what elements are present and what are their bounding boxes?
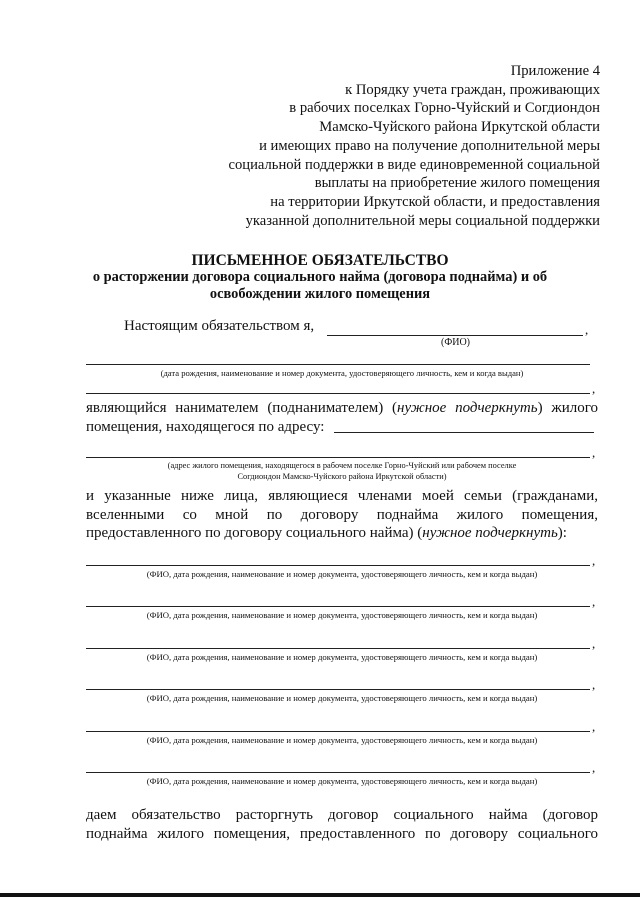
family-member-line[interactable] xyxy=(86,689,590,690)
tenant-text-end: ) жилого xyxy=(537,400,598,416)
comma: , xyxy=(592,719,596,734)
family-member-line[interactable] xyxy=(86,565,590,566)
family-member-caption: (ФИО, дата рождения, наименование и номер документа, удостоверяющего личность, кем и когда выдан) xyxy=(146,735,538,745)
family-paragraph xyxy=(86,487,598,543)
family-member-line[interactable] xyxy=(86,648,590,649)
emphasis-text: нужное подчеркнуть xyxy=(422,525,558,541)
address-caption-2: Согдиондон Мамско-Чуйского района Иркутской области) xyxy=(237,472,447,481)
fio-field-line[interactable] xyxy=(327,335,583,336)
family-line-3 xyxy=(86,524,598,543)
address-caption: (адрес жилого помещения, находящегося в рабочем поселке Горно-Чуйский или рабочем поселке xyxy=(167,461,517,470)
appendix-line: выплаты на приобретение жилого помещения xyxy=(314,175,600,192)
comma: , xyxy=(585,322,589,337)
address-field-line-2[interactable] xyxy=(86,457,590,458)
tenant-address-label: помещения, находящегося по адресу: xyxy=(86,418,325,435)
family-member-caption: (ФИО, дата рождения, наименование и номер документа, удостоверяющего личность, кем и когда выдан) xyxy=(146,776,538,786)
family-line-2: вселенными со мной по договору поднайма жилого помещения, xyxy=(86,506,598,523)
subtitle-line: освобождении жилого помещения xyxy=(209,286,431,302)
family-member-line[interactable] xyxy=(86,772,590,773)
comma: , xyxy=(592,677,596,692)
family-member-caption: (ФИО, дата рождения, наименование и номер документа, удостоверяющего личность, кем и когда выдан) xyxy=(146,652,538,662)
document-field-line[interactable] xyxy=(86,364,590,365)
subtitle-line: о расторжении договора социального найма (договора поднайма) и об xyxy=(92,269,548,285)
comma: , xyxy=(592,381,596,396)
appendix-line: социальной поддержки в виде единовременной социальной xyxy=(228,156,600,173)
comma: , xyxy=(592,636,596,651)
document-subtitle xyxy=(0,269,640,303)
obligation-paragraph xyxy=(86,806,598,844)
tenant-line-1 xyxy=(86,399,598,418)
family-member-line[interactable] xyxy=(86,606,590,607)
page-bottom-edge xyxy=(0,893,640,897)
comma: , xyxy=(592,553,596,568)
tenant-text: являющийся нанимателем (поднанимателем) ( xyxy=(86,400,398,416)
address-field-line[interactable] xyxy=(334,432,594,433)
appendix-line: к Порядку учета граждан, проживающих xyxy=(345,81,600,98)
family-member-caption: (ФИО, дата рождения, наименование и номер документа, удостоверяющего личность, кем и когда выдан) xyxy=(146,610,538,620)
family-text-end: ): xyxy=(557,525,567,541)
family-member-caption: (ФИО, дата рождения, наименование и номер документа, удостоверяющего личность, кем и когда выдан) xyxy=(146,693,538,703)
appendix-line: и имеющих право на получение дополнительной меры xyxy=(259,137,600,154)
appendix-block xyxy=(140,62,600,230)
appendix-line: на территории Иркутской области, и предоставления xyxy=(270,193,600,210)
appendix-line: Мамско-Чуйского района Иркутской области xyxy=(319,119,600,136)
intro-text: Настоящим обязательством я, xyxy=(124,318,315,334)
fio-caption: (ФИО) xyxy=(441,337,471,348)
appendix-line: Приложение 4 xyxy=(510,63,600,79)
appendix-line: указанной дополнительной меры социальной поддержки xyxy=(245,212,600,229)
tenant-line-2 xyxy=(86,418,598,437)
comma: , xyxy=(592,594,596,609)
family-line-1: и указанные ниже лица, являющиеся членами моей семьи (гражданами, xyxy=(86,488,598,504)
comma: , xyxy=(592,445,596,460)
comma: , xyxy=(592,760,596,775)
document-caption: (дата рождения, наименование и номер документа, удостоверяющего личность, кем и когда выдан) xyxy=(160,368,524,378)
family-text: предоставленного по договору социального найма) ( xyxy=(86,525,423,541)
document-title: ПИСЬМЕННОЕ ОБЯЗАТЕЛЬСТВО xyxy=(191,252,449,269)
emphasis-text: нужное подчеркнуть xyxy=(397,400,538,416)
family-member-line[interactable] xyxy=(86,731,590,732)
document-field-line-2[interactable] xyxy=(86,393,590,394)
family-member-caption: (ФИО, дата рождения, наименование и номер документа, удостоверяющего личность, кем и когда выдан) xyxy=(146,569,538,579)
appendix-line: в рабочих поселках Горно-Чуйский и Согдиондон xyxy=(289,100,600,117)
obligation-line-1: даем обязательство расторгнуть договор социального найма (договор xyxy=(86,807,598,823)
tenant-paragraph xyxy=(86,399,598,436)
obligation-line-2: поднайма жилого помещения, предоставленного по договору социального xyxy=(86,826,598,842)
